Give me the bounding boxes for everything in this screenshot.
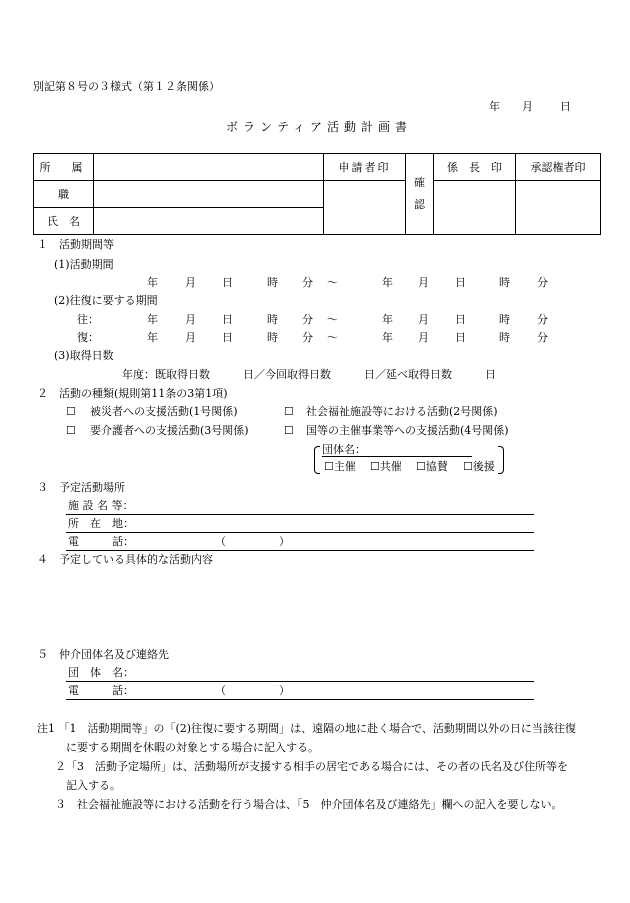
unit-year: 年 xyxy=(382,313,393,326)
name-field[interactable] xyxy=(94,208,324,235)
s4-heading: ４ 予定している具体的な活動内容 xyxy=(37,553,213,566)
applicant-table xyxy=(33,153,601,235)
return-label: 復： xyxy=(77,331,99,344)
s1-acquired-line: 年度：既取得日数 日／今回取得日数 日／延べ取得日数 日 xyxy=(122,368,496,381)
unit-minute: 分 xyxy=(302,313,313,326)
unit-month: 月 xyxy=(185,331,196,344)
date-month: 月 xyxy=(522,100,533,113)
s1-period-label: (1)活動期間 xyxy=(54,258,114,271)
facility-underline[interactable] xyxy=(66,514,534,515)
phone-paren-open: （ xyxy=(215,535,226,548)
affiliation-label: 所 属 xyxy=(34,154,94,181)
unit-hour: 時 xyxy=(267,331,278,344)
org-bracket-left xyxy=(314,446,320,474)
approver-seal-box[interactable] xyxy=(516,181,601,235)
chief-seal-label: 係 長 印 xyxy=(434,154,516,181)
unit-day: 日 xyxy=(222,331,233,344)
note-1a: 注1 「1 活動期間等」の「(2)往復に要する期間」は、遠隔の地に赴く場合で、活動期間以外の日に当該往復 xyxy=(37,722,576,735)
confirm-char-1: 確 xyxy=(414,176,425,189)
chief-seal-box[interactable] xyxy=(434,181,516,235)
unit-tilde: ～ xyxy=(327,331,338,344)
role-cohost[interactable]: ☐共催 xyxy=(370,460,402,473)
org-name-label: 団体名： xyxy=(322,443,366,456)
unit-hour: 時 xyxy=(499,276,510,289)
applicant-seal-label: 申請者印 xyxy=(324,154,406,181)
opt4-checkbox[interactable]: ☐ xyxy=(284,424,294,437)
unit-month: 月 xyxy=(185,276,196,289)
s1-acquired-label: (3)取得日数 xyxy=(54,349,114,362)
unit-minute: 分 xyxy=(302,276,313,289)
unit-day: 日 xyxy=(455,331,466,344)
org-name-underline[interactable] xyxy=(322,456,472,457)
unit-minute: 分 xyxy=(302,331,313,344)
unit-year: 年 xyxy=(147,313,158,326)
phone-label: 電 話： xyxy=(68,535,134,548)
activity-content-area[interactable] xyxy=(37,572,597,642)
intermediary-phone-label: 電 話： xyxy=(68,684,134,697)
unit-hour: 時 xyxy=(267,276,278,289)
phone-paren-close: ） xyxy=(279,535,290,548)
note-2a: ２「3 活動予定場所」は、活動場所が支援する相手の居宅である場合には、その者の氏名及び住所等を xyxy=(55,760,568,773)
unit-minute: 分 xyxy=(537,331,548,344)
unit-tilde: ～ xyxy=(327,313,338,326)
unit-month: 月 xyxy=(418,276,429,289)
unit-hour: 時 xyxy=(499,313,510,326)
unit-day: 日 xyxy=(222,313,233,326)
unit-minute: 分 xyxy=(537,313,548,326)
intermediary-org-underline[interactable] xyxy=(66,681,534,682)
unit-month: 月 xyxy=(185,313,196,326)
s3-heading: ３ 予定活動場所 xyxy=(37,481,125,494)
s2-heading: ２ 活動の種類(規則第11条の3第1項) xyxy=(37,387,228,400)
role-sponsor[interactable]: ☐協賛 xyxy=(416,460,448,473)
position-label: 職 xyxy=(34,181,94,208)
address-underline[interactable] xyxy=(66,532,534,533)
date-year: 年 xyxy=(489,100,500,113)
note-3: ３ 社会福祉施設等における活動を行う場合は、「5 仲介団体名及び連絡先」欄への記入を要しない。 xyxy=(55,798,563,811)
confirm-cell xyxy=(406,154,434,235)
outbound-label: 往： xyxy=(77,313,99,326)
unit-minute: 分 xyxy=(537,276,548,289)
unit-hour: 時 xyxy=(499,331,510,344)
unit-year: 年 xyxy=(382,276,393,289)
phone-underline[interactable] xyxy=(66,550,534,551)
applicant-seal-box[interactable] xyxy=(324,181,406,235)
unit-day: 日 xyxy=(455,276,466,289)
intermediary-org-label: 団 体 名： xyxy=(68,666,134,679)
intermediary-paren-open: （ xyxy=(215,684,226,697)
unit-year: 年 xyxy=(382,331,393,344)
role-support[interactable]: ☐後援 xyxy=(463,460,495,473)
page-title: ボランティア活動計画書 xyxy=(226,120,413,134)
confirm-char-2: 認 xyxy=(414,198,425,211)
date-day: 日 xyxy=(560,100,571,113)
unit-year: 年 xyxy=(147,276,158,289)
s5-heading: ５ 仲介団体名及び連絡先 xyxy=(37,648,169,661)
form-code: 別記第８号の３様式（第１２条関係） xyxy=(33,80,220,93)
intermediary-phone-underline[interactable] xyxy=(66,699,534,700)
unit-day: 日 xyxy=(455,313,466,326)
unit-day: 日 xyxy=(222,276,233,289)
unit-tilde: ～ xyxy=(327,276,338,289)
intermediary-paren-close: ） xyxy=(279,684,290,697)
opt3-label: 要介護者への支援活動(3号関係) xyxy=(90,424,249,437)
address-label: 所 在 地： xyxy=(68,517,134,530)
unit-month: 月 xyxy=(418,331,429,344)
unit-year: 年 xyxy=(147,331,158,344)
role-host[interactable]: ☐主催 xyxy=(324,460,356,473)
position-field[interactable] xyxy=(94,181,324,208)
org-bracket-right xyxy=(498,446,504,474)
opt3-checkbox[interactable]: ☐ xyxy=(66,424,76,437)
unit-month: 月 xyxy=(418,313,429,326)
unit-hour: 時 xyxy=(267,313,278,326)
affiliation-field[interactable] xyxy=(94,154,324,181)
note-1b: に要する期間を休暇の対象とする場合に記入する。 xyxy=(66,741,319,754)
s1-travel-label: (2)往復に要する期間 xyxy=(54,294,158,307)
s1-heading: １ 活動期間等 xyxy=(37,238,114,251)
note-2b: 記入する。 xyxy=(66,779,121,792)
facility-label: 施 設 名 等： xyxy=(68,499,134,512)
approver-seal-label: 承認権者印 xyxy=(516,154,601,181)
opt1-checkbox[interactable]: ☐ xyxy=(66,405,76,418)
opt2-checkbox[interactable]: ☐ xyxy=(284,405,294,418)
opt2-label: 社会福祉施設等における活動(2号関係) xyxy=(306,405,498,418)
name-label: 氏 名 xyxy=(34,208,94,235)
opt4-label: 国等の主催事業等への支援活動(4号関係) xyxy=(306,424,509,437)
opt1-label: 被災者への支援活動(1号関係) xyxy=(90,405,238,418)
